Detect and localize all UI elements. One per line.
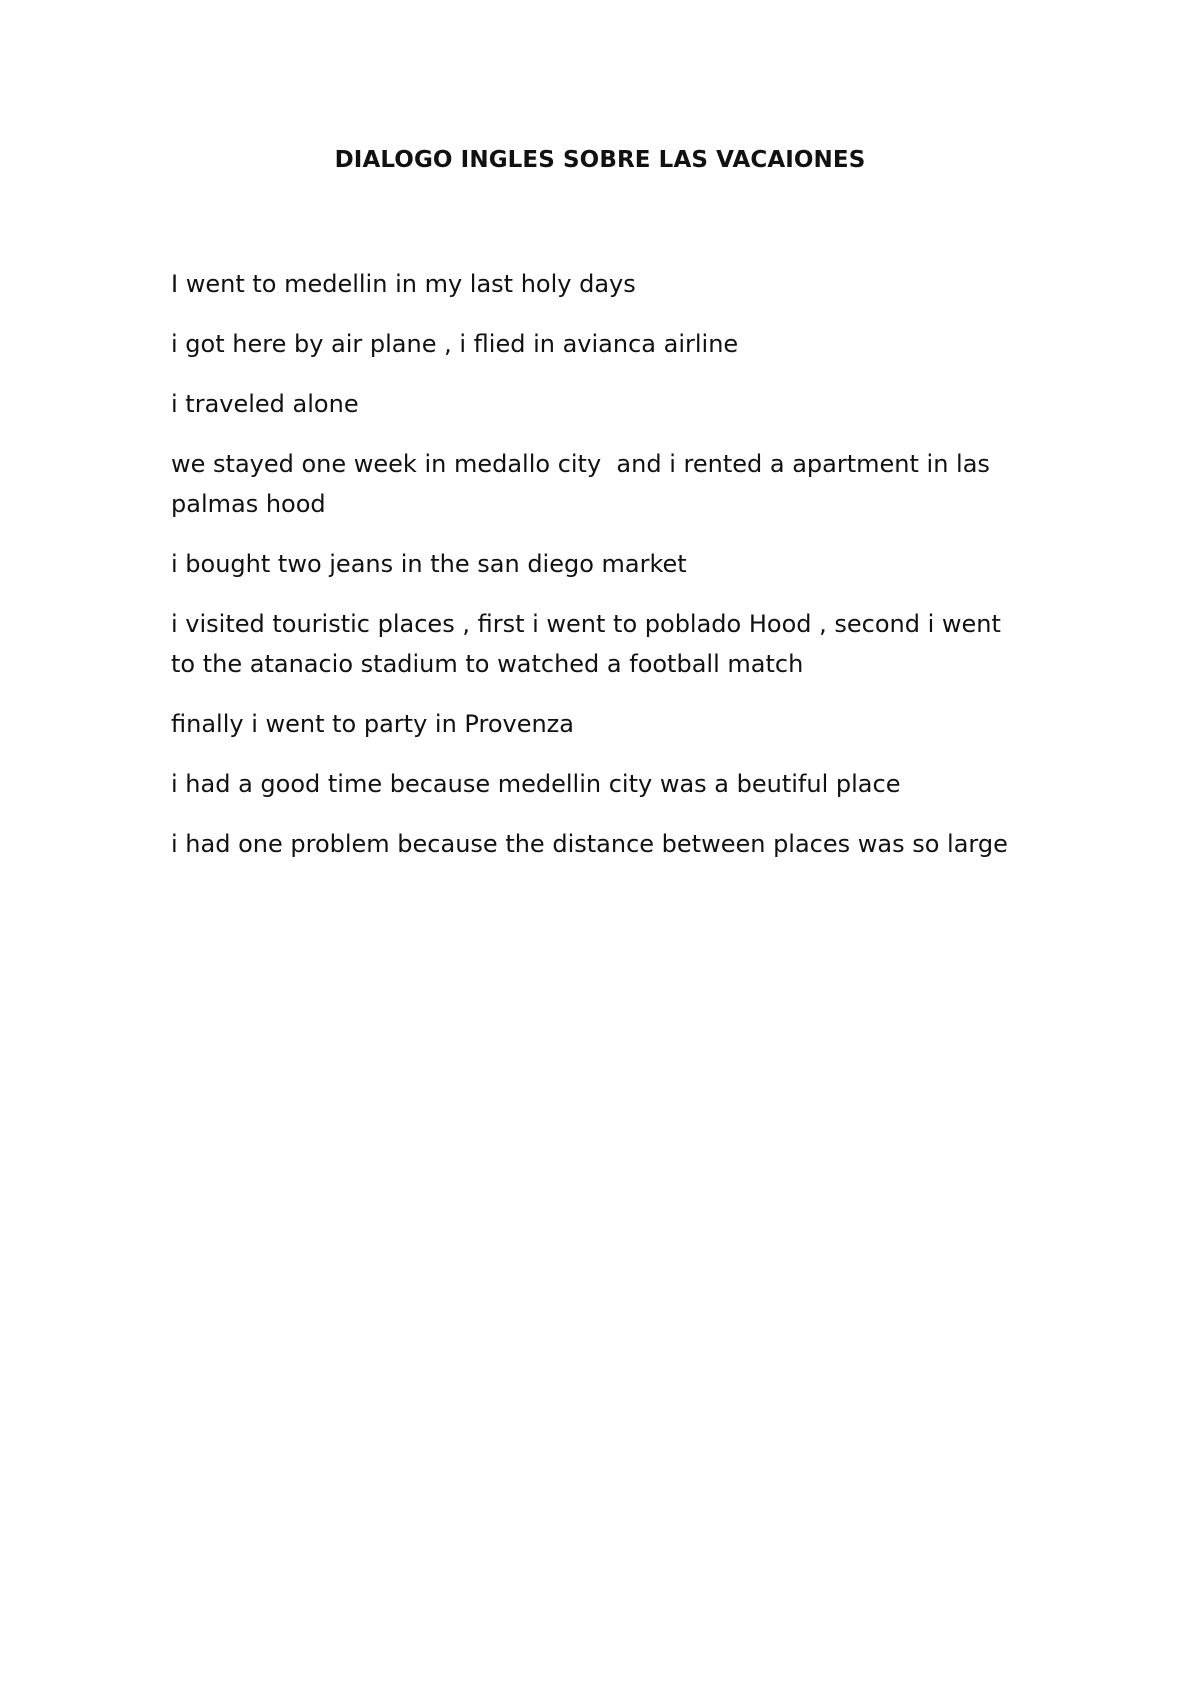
paragraph: I went to medellin in my last holy days bbox=[171, 270, 636, 298]
paragraph: i traveled alone bbox=[171, 390, 359, 418]
paragraph: i bought two jeans in the san diego market bbox=[171, 550, 687, 578]
document-title: DIALOGO INGLES SOBRE LAS VACAIONES bbox=[334, 147, 866, 173]
paragraph: i visited touristic places , first i went to poblado Hood , second i went to the atanacio stadium to watched a football match bbox=[171, 610, 1009, 678]
paragraph: i got here by air plane , i flied in avianca airline bbox=[171, 330, 739, 358]
paragraph: i had one problem because the distance between places was so large bbox=[171, 830, 1008, 858]
document-body bbox=[171, 264, 1031, 884]
paragraph: we stayed one week in medallo city and i rented a apartment in las palmas hood bbox=[171, 450, 998, 518]
paragraph: finally i went to party in Provenza bbox=[171, 710, 574, 738]
paragraph: i had a good time because medellin city was a beutiful place bbox=[171, 770, 901, 798]
